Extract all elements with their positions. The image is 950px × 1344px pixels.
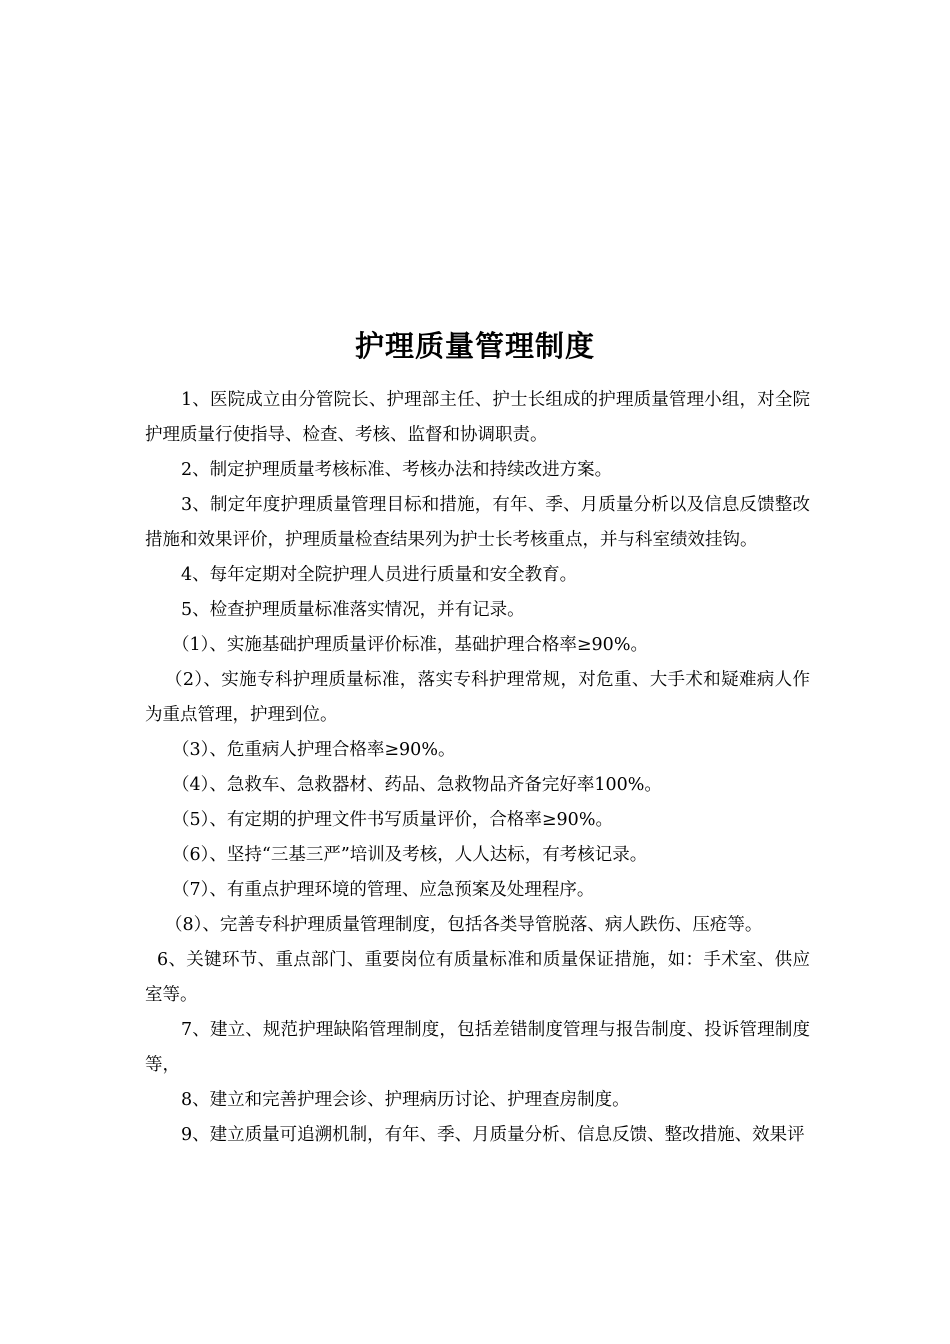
paragraph-1: 1、医院成立由分管院长、护理部主任、护士长组成的护理质量管理小组，对全院护理质量行使指导、检查、考核、监督和协调职责。 bbox=[145, 390, 810, 445]
paragraph-7: 7、建立、规范护理缺陷管理制度，包括差错制度管理与报告制度、投诉管理制度等， bbox=[145, 1020, 810, 1075]
paragraph-2: 2、制定护理质量考核标准、考核办法和持续改进方案。 bbox=[181, 460, 613, 480]
paragraph-5: 5、检查护理质量标准落实情况，并有记录。 bbox=[181, 600, 525, 620]
paragraph-6: 6、关键环节、重点部门、重要岗位有质量标准和质量保证措施，如：手术室、供应室等。 bbox=[145, 950, 810, 1005]
paragraph-9: 9、建立质量可追溯机制，有年、季、月质量分析、信息反馈、整改措施、效果评 bbox=[181, 1125, 805, 1145]
sub-item-2: （2）、实施专科护理质量标准，落实专科护理常规，对危重、大手术和疑难病人作为重点管理，护理到位。 bbox=[145, 670, 810, 725]
sub-item-8: （8）、完善专科护理质量管理制度，包括各类导管脱落、病人跌伤、压疮等。 bbox=[165, 915, 763, 935]
document-body bbox=[145, 383, 810, 1153]
paragraph-8: 8、建立和完善护理会诊、护理病历讨论、护理查房制度。 bbox=[181, 1090, 630, 1110]
sub-item-1: （1）、实施基础护理质量评价标准，基础护理合格率≥90%。 bbox=[172, 635, 648, 655]
sub-item-3: （3）、危重病人护理合格率≥90%。 bbox=[172, 740, 456, 760]
paragraph-3: 3、制定年度护理质量管理目标和措施，有年、季、月质量分析以及信息反馈整改措施和效果评价，护理质量检查结果列为护士长考核重点，并与科室绩效挂钩。 bbox=[145, 495, 810, 550]
sub-item-6: （6）、坚持“三基三严”培训及考核，人人达标，有考核记录。 bbox=[172, 845, 648, 865]
sub-item-7: （7）、有重点护理环境的管理、应急预案及处理程序。 bbox=[172, 880, 595, 900]
sub-item-4: （4）、急救车、急救器材、药品、急救物品齐备完好率100%。 bbox=[172, 775, 662, 795]
paragraph-4: 4、每年定期对全院护理人员进行质量和安全教育。 bbox=[181, 565, 578, 585]
document-title: 护理质量管理制度 bbox=[354, 329, 595, 363]
sub-item-5: （5）、有定期的护理文件书写质量评价，合格率≥90%。 bbox=[172, 810, 613, 830]
